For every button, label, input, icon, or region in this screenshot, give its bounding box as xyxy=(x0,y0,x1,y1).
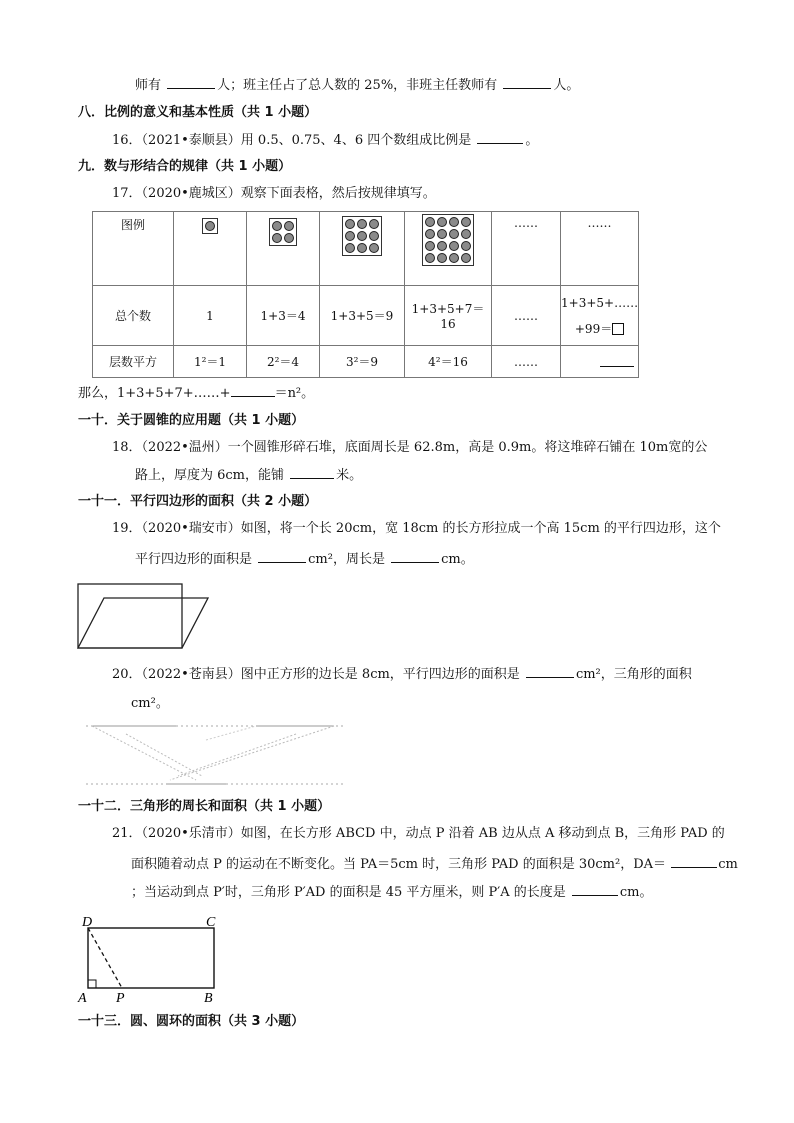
dot xyxy=(357,243,367,253)
answer-blank[interactable] xyxy=(258,550,306,563)
dot xyxy=(345,231,355,241)
total-cell: 1 xyxy=(174,286,247,346)
section-heading: 一十三．圆、圆环的面积（共 3 小题） xyxy=(78,1014,305,1029)
answer-blank[interactable] xyxy=(600,354,634,367)
dot xyxy=(449,253,459,263)
dot xyxy=(437,253,447,263)
total-cell: 1+3+5+7＝16 xyxy=(405,286,492,346)
section-heading: 一十．关于圆锥的应用题（共 1 小题） xyxy=(78,413,305,428)
answer-blank[interactable] xyxy=(526,665,574,678)
rectangle-shape xyxy=(88,928,214,988)
dot xyxy=(437,229,447,239)
dot xyxy=(425,253,435,263)
figure-1 xyxy=(174,212,247,286)
diagonal xyxy=(126,734,202,776)
dot xyxy=(284,221,294,231)
dot xyxy=(437,217,447,227)
dot xyxy=(425,217,435,227)
answer-blank[interactable] xyxy=(671,855,717,868)
dot xyxy=(369,219,379,229)
total-cell: …… xyxy=(492,286,561,346)
dot xyxy=(461,241,471,251)
answer-blank[interactable] xyxy=(167,76,215,89)
ellipsis-cell: …… xyxy=(561,212,639,286)
dot-grid xyxy=(269,218,297,246)
rectangle-parallelogram-figure xyxy=(74,580,214,652)
dot xyxy=(205,221,215,231)
pattern-table xyxy=(92,211,639,378)
square-cell: 1²＝1 xyxy=(174,346,247,378)
answer-blank[interactable] xyxy=(477,131,523,144)
question-19-line2: 平行四边形的面积是 cm²，周长是 cm。 xyxy=(135,552,474,567)
rectangle-abcd-figure xyxy=(74,910,234,1006)
dot xyxy=(437,241,447,251)
carryover-line: 师有 人；班主任占了总人数的 25%，非班主任教师有 人。 xyxy=(135,78,580,93)
dot xyxy=(272,221,282,231)
square-parallelogram-figure xyxy=(86,720,348,790)
parallelogram-shape xyxy=(78,598,208,648)
label-b: B xyxy=(204,991,213,1006)
dot xyxy=(461,253,471,263)
total-cell: 1+3+5＝9 xyxy=(320,286,405,346)
dot xyxy=(449,217,459,227)
total-cell: 1+3＝4 xyxy=(247,286,320,346)
figure-4 xyxy=(405,212,492,286)
square-cell-last xyxy=(561,346,639,378)
question-21-line3: ；当运动到点 P′时，三角形 P′AD 的面积是 45 平方厘米，则 P′A 的长度是 cm。 xyxy=(131,885,653,900)
diagonal xyxy=(92,726,196,780)
dot xyxy=(461,229,471,239)
dot xyxy=(357,231,367,241)
question-18: 18．（2022•温州）一个圆锥形碎石堆，底面周长是 62.8m，高是 0.9m。将这堆碎石铺在 10m宽的公 xyxy=(112,440,708,455)
square-cell: 3²＝9 xyxy=(320,346,405,378)
dot xyxy=(449,229,459,239)
right-angle-mark xyxy=(88,980,96,988)
dot xyxy=(345,219,355,229)
label-a: A xyxy=(78,991,87,1006)
dot-grid xyxy=(202,218,218,234)
question-20-line2: cm²。 xyxy=(131,696,169,711)
diagonal xyxy=(206,726,256,740)
dot-grid xyxy=(422,214,474,266)
diagonal xyxy=(178,734,296,776)
rectangle-shape xyxy=(78,584,182,648)
total-cell-last: 1+3+5+…… +99＝ xyxy=(561,286,639,346)
question-17: 17．（2020•鹿城区）观察下面表格，然后按规律填写。 xyxy=(112,186,436,201)
dot xyxy=(284,233,294,243)
dot-grid xyxy=(342,216,382,256)
section-heading: 八．比例的意义和基本性质（共 1 小题） xyxy=(78,105,318,120)
question-20: 20．（2022•苍南县）图中正方形的边长是 8cm，平行四边形的面积是 cm²，三角形的面积 xyxy=(112,667,692,682)
row-label: 层数平方 xyxy=(93,346,174,378)
question-18-line2: 路上，厚度为 6cm，能铺 米。 xyxy=(135,468,363,483)
question-17-followup: 那么，1+3+5+7+……+ ＝n²。 xyxy=(78,386,315,401)
label-d: D xyxy=(82,915,93,930)
square-cell: …… xyxy=(492,346,561,378)
diagonal xyxy=(170,726,334,780)
section-heading: 九．数与形结合的规律（共 1 小题） xyxy=(78,159,292,174)
dot xyxy=(425,241,435,251)
dot xyxy=(357,219,367,229)
row-label: 总个数 xyxy=(93,286,174,346)
dot xyxy=(425,229,435,239)
dot xyxy=(461,217,471,227)
dot xyxy=(369,231,379,241)
section-heading: 一十一．平行四边形的面积（共 2 小题） xyxy=(78,494,318,509)
question-21-line2: 面积随着动点 P 的运动在不断变化。当 PA＝5cm 时，三角形 PAD 的面积是 30cm²，DA＝ cm xyxy=(131,857,738,872)
segment-pd xyxy=(88,928,122,988)
label-p: P xyxy=(116,991,125,1006)
label-c: C xyxy=(206,915,216,930)
dot xyxy=(369,243,379,253)
dot xyxy=(449,241,459,251)
ellipsis-cell: …… xyxy=(492,212,561,286)
answer-blank[interactable] xyxy=(572,883,618,896)
answer-blank[interactable] xyxy=(391,550,439,563)
row-label: 图例 xyxy=(93,212,174,286)
dot xyxy=(345,243,355,253)
figure-2 xyxy=(247,212,320,286)
answer-blank[interactable] xyxy=(503,76,551,89)
square-cell: 4²＝16 xyxy=(405,346,492,378)
answer-blank[interactable] xyxy=(231,384,275,397)
dot xyxy=(272,233,282,243)
question-21: 21．（2020•乐清市）如图，在长方形 ABCD 中，动点 P 沿着 AB 边从点 A 移动到点 B，三角形 PAD 的 xyxy=(112,826,725,841)
answer-box[interactable] xyxy=(612,323,624,335)
section-heading: 一十二．三角形的周长和面积（共 1 小题） xyxy=(78,799,331,814)
answer-blank[interactable] xyxy=(290,466,334,479)
question-16: 16．（2021•泰顺县）用 0.5、0.75、4、6 四个数组成比例是 。 xyxy=(112,133,539,148)
square-cell: 2²＝4 xyxy=(247,346,320,378)
question-19: 19．（2020•瑞安市）如图，将一个长 20cm，宽 18cm 的长方形拉成一个高 15cm 的平行四边形，这个 xyxy=(112,521,721,536)
figure-3 xyxy=(320,212,405,286)
